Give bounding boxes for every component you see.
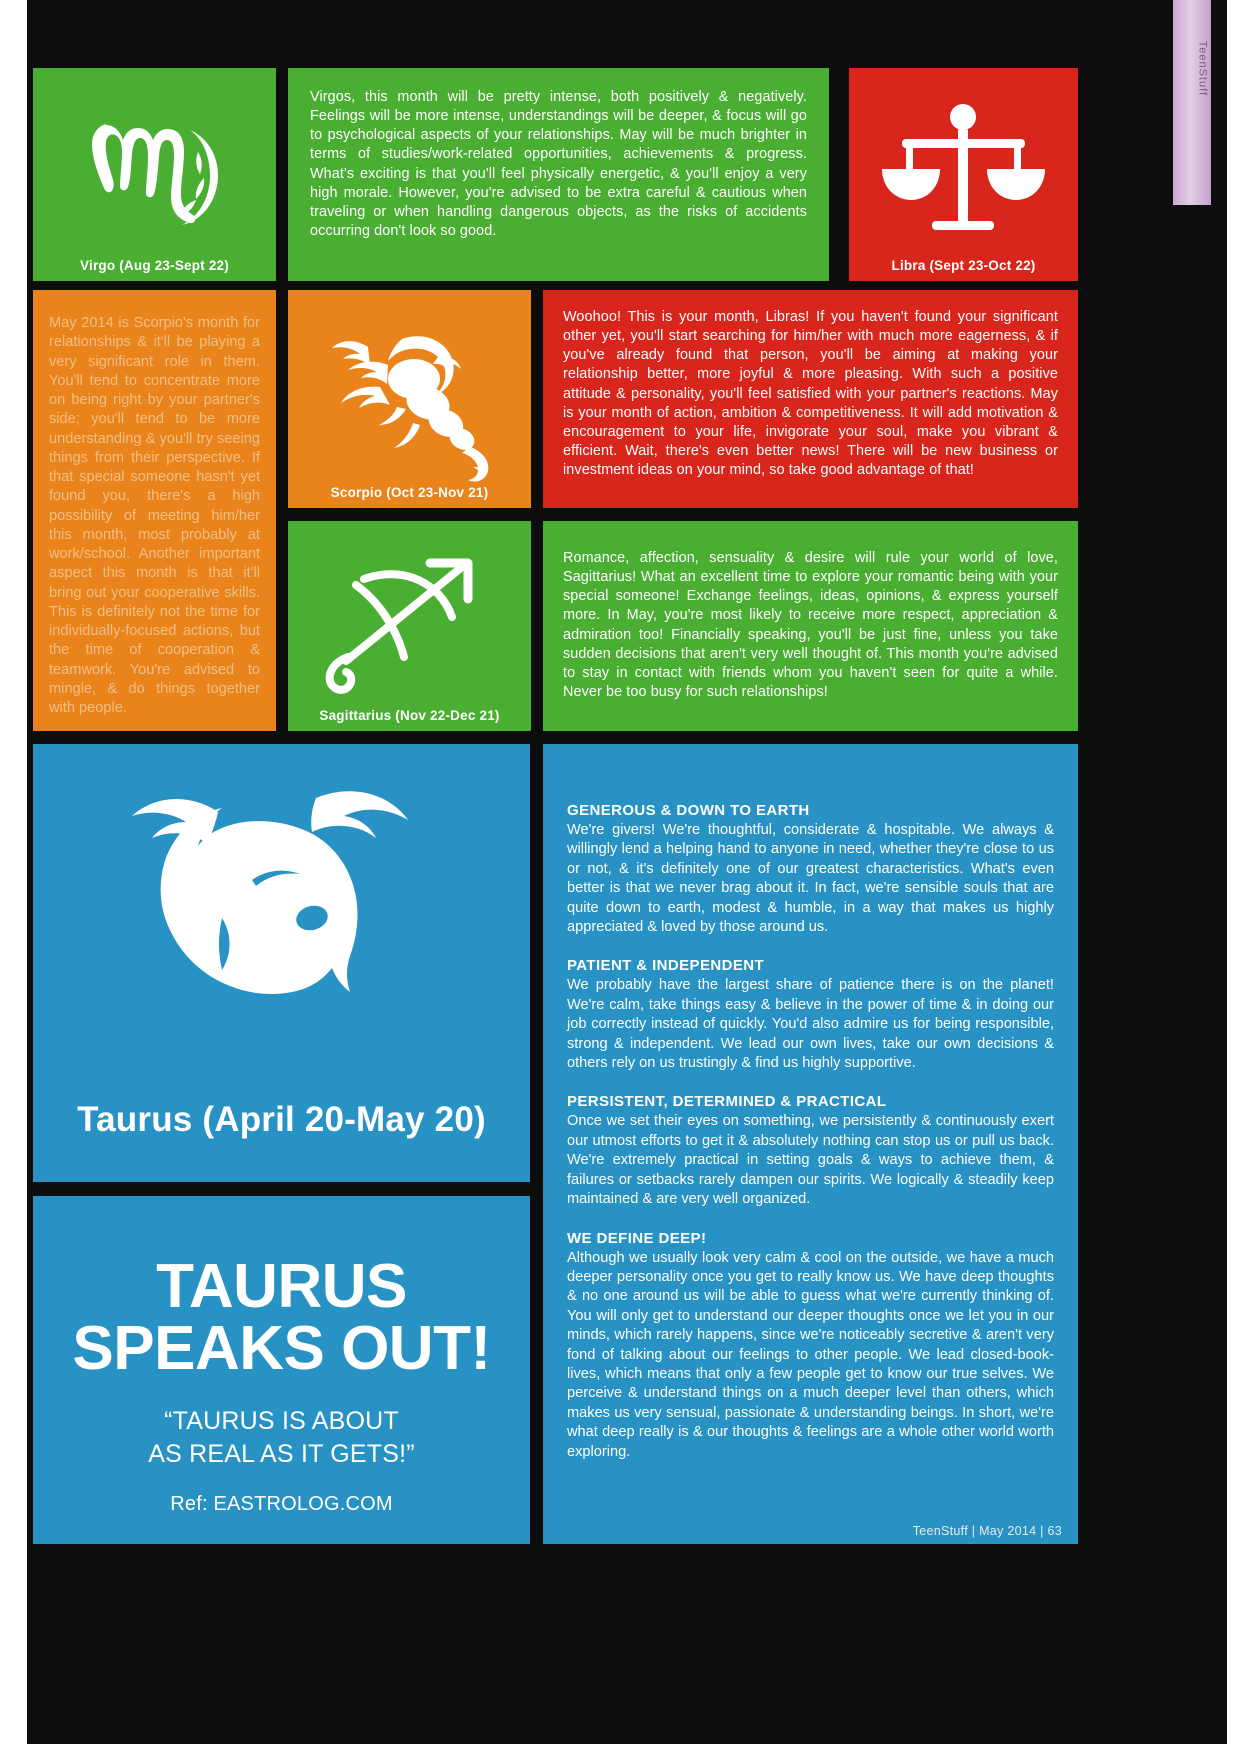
libra-text-panel xyxy=(543,290,1078,508)
bookmark-label: TeenStuff xyxy=(1196,40,1208,96)
trait-text-deep: Although we usually look very calm & cool on the outside, we have a much deeper personality once you get to really know us. We have deep thoughts & no one around us will be able to guess what we're currently thinking of. You will only get to understand our deeper thoughts once we let you in our minds, which rarely happens, since we're noticeably secretive & aren't very fond of talking about our feelings to other people. We lead closed-book-lives, which means that only a few people get to know our true selves. We perceive & understand things on a much deeper level than others, which makes us very sensual, passionate & understanding beings. In short, we're what deep really is & our thoughts & feelings are a whole other world worth exploring. xyxy=(567,1249,1054,1460)
trait-heading-deep: WE DEFINE DEEP! xyxy=(567,1229,707,1247)
bow-and-arrow-icon xyxy=(288,521,531,731)
virgo-label: Virgo (Aug 23-Sept 22) xyxy=(80,258,229,273)
page-margin-left xyxy=(0,0,27,1754)
sagittarius-label: Sagittarius (Nov 22-Dec 21) xyxy=(319,708,500,723)
trait-text-persistent: Once we set their eyes on something, we persistently & continuously exert our utmost efforts to get it & absolutely nothing can stop us or pull us back. We're extremely practical in setting goals & ways to achieve them, & failures or setbacks rarely dampen our spirits. We logically & steadily keep maintained & are very well organized. xyxy=(567,1113,1054,1208)
virgo-symbol-icon xyxy=(33,68,276,281)
taurus-glyph-panel xyxy=(33,744,530,1182)
sagittarius-text: Romance, affection, sensuality & desire will rule your world of love, Sagittarius! What an excellent time to explore your romantic being with your special someone! Exchange feelings, ideas, opinions, & express yourself more. In May, you're most likely to receive more respect, appreciation & admiration too! Financially speaking, you'll be just fine, unless you take sudden decisions that aren't very well thought of. This month you're advised to stay in contact with friends whom you haven't seen for quite a while. Never be too busy for such relationships! xyxy=(563,550,1058,701)
trait-heading-generous: GENEROUS & DOWN TO EARTH xyxy=(567,802,810,819)
trait-heading-patient: PATIENT & INDEPENDENT xyxy=(567,957,765,975)
libra-text: Woohoo! This is your month, Libras! If you haven't found your significant other yet, you'll start searching for him/her with much more eagerness, & if you've already found that person, you'll be aiming at making your relationship better, more joyful & more pleasing. With such a positive attitude & personality, you'll feel satisfied with your partner's reactions. May is your month of action, ambition & competitiveness. It will add motivation & encouragement to your life, invigorate your soul, make you vibrant & efficient. Wait, there's even better news! There will be new business or investment ideas on your mind, so take good advantage of that! xyxy=(563,309,1058,479)
virgo-text: Virgos, this month will be pretty intense, both positively & negatively. Feelings will be more intense, understandings will be deeper, & focus will go to psychological aspects of your relationships. May will be much brighter in terms of studies/work-related opportunities, achievements & progress. What's exciting is that you'll feel physically energetic, & you'll enjoy a very high morale. However, you're advised to be extra careful & cautious when traveling or when handling dangerous objects, as the risks of accidents occurring don't look so good. xyxy=(310,89,807,240)
page-margin-bottom xyxy=(0,1744,1239,1754)
speaks-out-heading-line2: SPEAKS OUT! xyxy=(72,1314,491,1383)
page-margin-right xyxy=(1227,0,1239,1754)
speaks-out-heading-line1: TAURUS xyxy=(156,1252,407,1321)
scorpio-glyph-tile xyxy=(288,290,531,508)
virgo-glyph-tile xyxy=(33,68,276,281)
libra-scales-icon xyxy=(849,68,1078,281)
virgo-text-panel xyxy=(288,68,829,281)
libra-label: Libra (Sept 23-Oct 22) xyxy=(891,258,1036,273)
scorpion-icon xyxy=(288,290,531,508)
scorpio-label: Scorpio (Oct 23-Nov 21) xyxy=(330,485,489,500)
scorpio-text: May 2014 is Scorpio's month for relationships & it'll be playing a very significant role in them. You'll tend to concentrate more on being right by your partner's side; you'll tend to be more understanding & you'll try seeing things from their perspective. If that special someone hasn't yet found you, there's a high possibility of meeting him/her this month, most probably at work/school. Another important aspect this month is that it'll bring out your cooperative skills. This is definitely not the time for individually-focused actions, but the time of cooperation & teamwork. You're advised to mingle, & do things together with people. xyxy=(49,315,260,716)
speaks-out-quote-line1: “TAURUS IS ABOUT xyxy=(164,1407,399,1435)
trait-text-patient: We probably have the largest share of patience there is on the planet! We're calm, take things easy & believe in the power of time & in doing our job correctly instead of quickly. You'd also admire us for being responsible, strong & independent. We lead our own lives, take our own decisions & others rely on us trustingly & find us highly supportive. xyxy=(567,977,1054,1072)
taurus-speaks-out-panel xyxy=(33,1196,530,1544)
speaks-out-reference: Ref: EASTROLOG.COM xyxy=(170,1492,393,1515)
speaks-out-quote-line2: AS REAL AS IT GETS!” xyxy=(148,1440,415,1469)
sagittarius-text-panel xyxy=(543,521,1078,731)
taurus-traits-panel xyxy=(543,744,1078,1544)
scorpio-text-panel xyxy=(33,290,276,731)
taurus-label: Taurus (April 20-May 20) xyxy=(77,1100,486,1139)
trait-heading-persistent: PERSISTENT, DETERMINED & PRACTICAL xyxy=(567,1093,887,1111)
libra-glyph-tile xyxy=(849,68,1078,281)
sagittarius-glyph-tile xyxy=(288,521,531,731)
bookmark-strip xyxy=(1173,0,1211,205)
trait-text-generous: We're givers! We're thoughtful, considerate & hospitable. We always & willingly lend a helping hand to anyone in need, whether they're close to us or not, & it's definitely one of our greatest characteristics. What's even better is that we never brag about it. In fact, we're sensible souls that are quite down to earth, modest & humble, in a way that makes us highly appreciated & loved by those around us. xyxy=(567,822,1054,936)
page-footer-credit: TeenStuff | May 2014 | 63 xyxy=(912,1524,1062,1538)
